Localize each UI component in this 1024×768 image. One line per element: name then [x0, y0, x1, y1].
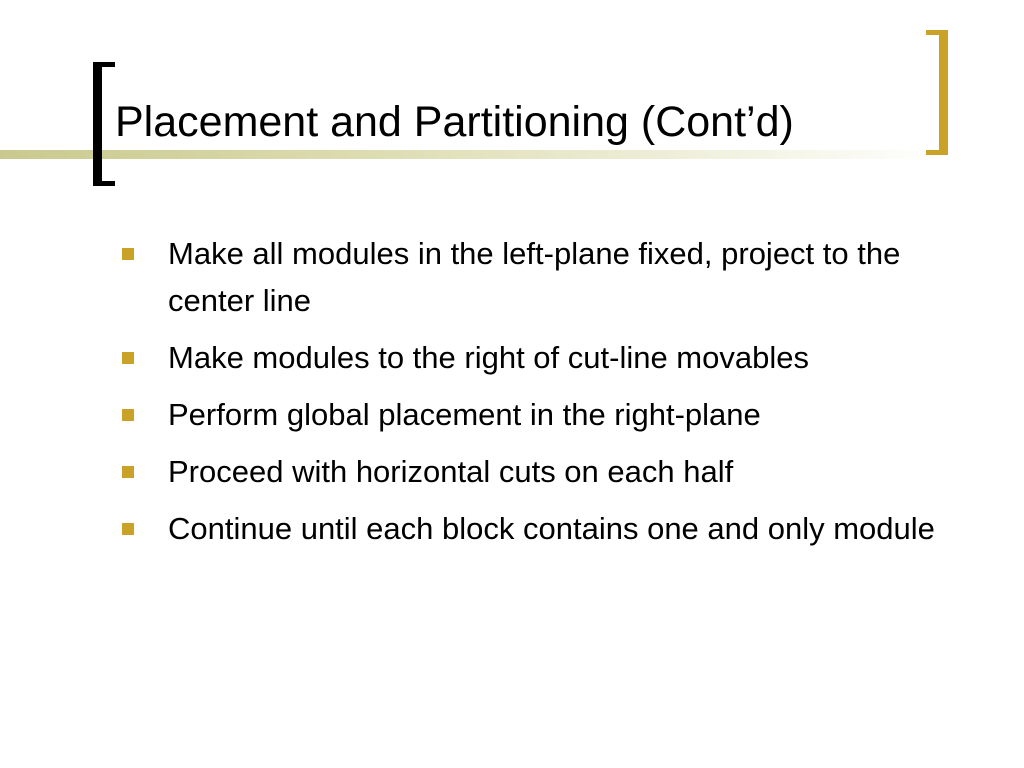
square-bullet-icon	[122, 523, 134, 535]
right-bracket-bottom	[926, 150, 948, 155]
bullet-item	[120, 448, 980, 495]
bullet-item	[120, 391, 980, 438]
bullet-text: Proceed with horizontal cuts on each half	[168, 454, 734, 489]
slide-title: Placement and Partitioning (Cont’d)	[115, 98, 794, 146]
right-bracket-stem	[939, 30, 948, 155]
left-bracket-bottom	[93, 181, 115, 186]
bullet-item	[120, 334, 980, 381]
bullet-text: Make all modules in the left-plane fixed, project to the center line	[168, 236, 901, 318]
bullet-item	[120, 230, 980, 324]
bullet-item	[120, 505, 980, 552]
square-bullet-icon	[122, 409, 134, 421]
square-bullet-icon	[122, 248, 134, 260]
right-bracket-top	[926, 30, 948, 35]
bullet-list	[120, 230, 980, 562]
bullet-text: Make modules to the right of cut-line movables	[168, 340, 809, 375]
bullet-text: Continue until each block contains one and only module	[168, 511, 935, 546]
right-bracket-icon	[926, 30, 948, 155]
square-bullet-icon	[122, 352, 134, 364]
bullet-text: Perform global placement in the right-plane	[168, 397, 761, 432]
left-bracket-icon	[93, 62, 115, 186]
left-bracket-stem	[93, 62, 102, 186]
square-bullet-icon	[122, 466, 134, 478]
left-bracket-top	[93, 62, 115, 67]
